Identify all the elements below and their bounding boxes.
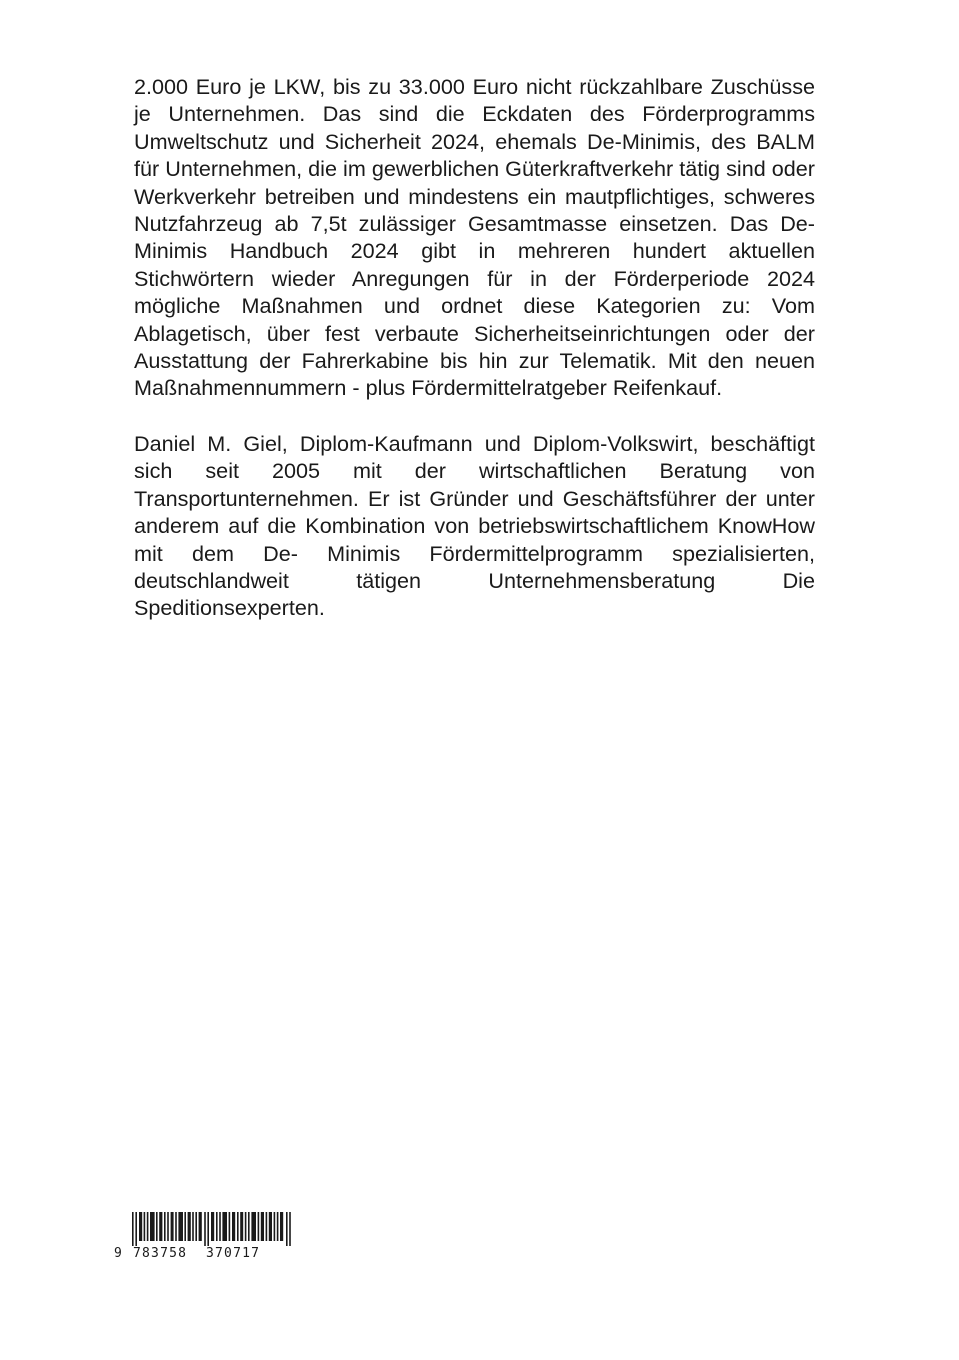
description-paragraph: 2.000 Euro je LKW, bis zu 33.000 Euro nicht rückzahlbare Zuschüsse je Unternehmen. Das sind die Eckdaten des Förderprogramms Umweltschutz und Sicherheit 2024, ehemals De-Minimis, des BALM für Unternehmen, die im gewerblichen Güterkraftverkehr tätig sind oder Werkverkehr betreiben und mindestens ein mautpflichtiges, schweres Nutzfahrzeug ab 7,5t zulässiger Gesamtmasse einsetzen. Das De-Minimis Handbuch 2024 gibt in mehreren hundert aktuellen Stichwörtern wieder Anregungen für in der Förderperiode 2024 mögliche Maßnahmen und ordnet diese Kategorien zu: Vom Ablagetisch, über fest verbaute Sicherheitseinrichtungen oder der Ausstattung der Fahrerkabine bis hin zur Telematik. Mit den neuen Maßnahmennummern - plus Fördermittelratgeber Reifenkauf. (134, 74, 815, 401)
barcode-right-digits: 370717 (206, 1246, 261, 1261)
barcode-lead-digit: 9 (114, 1246, 124, 1261)
barcode-left-digits: 783758 (133, 1246, 188, 1261)
author-bio-paragraph: Daniel M. Giel, Diplom-Kaufmann und Diplom-Volkswirt, beschäftigt sich seit 2005 mit der wirtschaftlichen Beratung von Transportunternehmen. Er ist Gründer und Geschäftsführer der unter anderem auf die Kombination von betriebswirtschaftlichem KnowHow mit dem De- Minimis Fördermittelprogramm spezialisierten, deutschlandweit tätigen Unternehmensberatung Die Speditionsexperten. (134, 431, 815, 621)
